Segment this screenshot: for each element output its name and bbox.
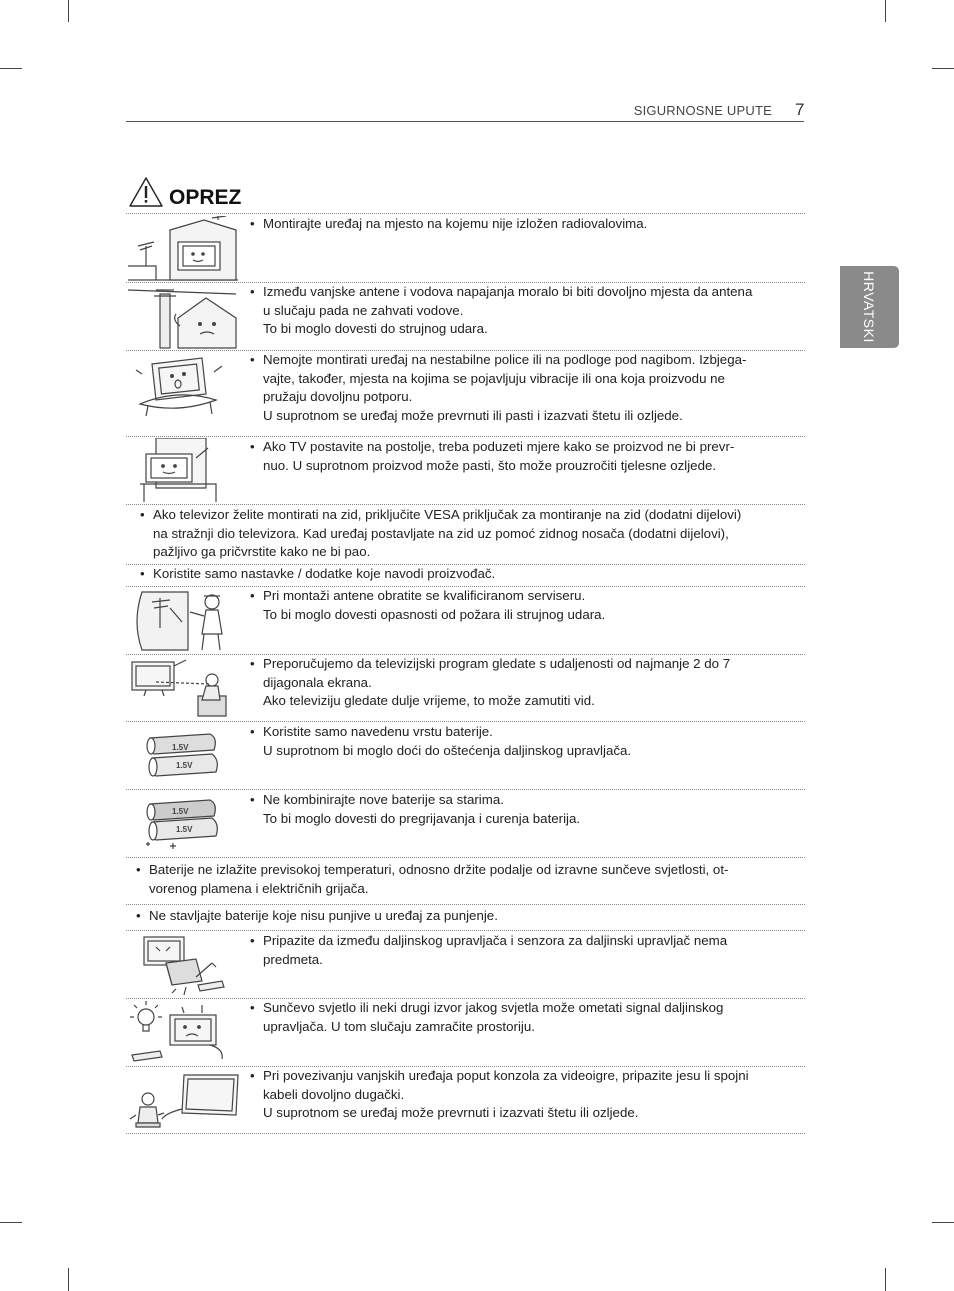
- separator: [126, 930, 805, 931]
- battery-label: 1.5V: [176, 761, 193, 770]
- item-text: Pri montaži antene obratite se kvalificiranom serviseru.: [263, 588, 586, 603]
- warning-triangle-icon: [128, 176, 164, 208]
- bullet: •: [136, 862, 141, 877]
- bullet: •: [140, 566, 145, 581]
- battery-label: 1.5V: [172, 807, 189, 816]
- tv-unstable-shelf-icon: [126, 352, 241, 418]
- bullet: •: [250, 284, 255, 299]
- bullet: •: [250, 724, 255, 739]
- batteries-icon: [126, 724, 241, 790]
- item-text: Ako televizor želite montirati na zid, priključite VESA priključak za montiranje na zid (dodatni dijelovi): [153, 507, 742, 522]
- list-item: [250, 1067, 749, 1123]
- item-text: U suprotnom se uređaj može prevrnuti ili pasti i izazvati štetu ili ozljede.: [263, 407, 683, 423]
- item-text: Pripazite da između daljinskog upravljača i senzora za daljinski upravljač nema: [263, 933, 728, 948]
- crop-mark: [0, 1222, 22, 1223]
- item-text: dijagonala ekrana.: [263, 674, 372, 690]
- item-text: Ako TV postavite na postolje, treba poduzeti mjere kako se proizvod ne bi prevr-: [263, 439, 735, 454]
- item-text: Koristite samo nastavke / dodatke koje navodi proizvođač.: [153, 566, 496, 581]
- antenna-pole-house-icon: [126, 284, 241, 350]
- list-item: [250, 438, 734, 475]
- item-text: Preporučujemo da televizijski program gledate s udaljenosti od najmanje 2 do 7: [263, 656, 731, 671]
- bullet: •: [250, 352, 255, 367]
- item-text: upravljača. U tom slučaju zamračite prostoriju.: [263, 1018, 535, 1034]
- batteries-mixed-icon: [126, 792, 241, 858]
- item-text: pružaju dovoljnu potporu.: [263, 389, 413, 405]
- item-text: pažljivo ga pričvrstite kako ne bi pao.: [153, 544, 371, 560]
- item-text: Ne stavljajte baterije koje nisu punjive u uređaj za punjenje.: [149, 908, 498, 923]
- language-tab-label: HRVATSKI: [861, 271, 877, 343]
- crop-mark: [68, 0, 69, 22]
- tv-house-antenna-icon: [126, 216, 241, 282]
- battery-label: 1.5V: [176, 825, 193, 834]
- list-item: [250, 215, 647, 234]
- item-text: kabeli dovoljno dugački.: [263, 1086, 405, 1102]
- item-text: Koristite samo navedenu vrstu baterije.: [263, 724, 493, 739]
- item-text: na stražnji dio televizora. Kad uređaj postavljate na zid uz pomoć zidnog nosača (dodatni dijelovi),: [153, 525, 729, 541]
- list-item: [250, 999, 723, 1036]
- item-text: nuo. U suprotnom proizvod može pasti, što može prouzročiti tjelesne ozljede.: [263, 457, 717, 473]
- list-item: [250, 283, 752, 339]
- list-item: [250, 723, 631, 760]
- item-text: Pri povezivanju vanjskih uređaja poput konzola za videoigre, pripazite jesu li spojni: [263, 1068, 749, 1083]
- bullet: •: [250, 933, 255, 948]
- list-item: [250, 351, 746, 425]
- list-item: [250, 791, 580, 828]
- page-title: OPREZ: [169, 186, 242, 209]
- item-text: Ne kombinirajte nove baterije sa starima.: [263, 792, 504, 807]
- language-tab: [840, 266, 899, 348]
- technician-antenna-icon: [126, 588, 241, 654]
- crop-mark: [0, 68, 22, 69]
- crop-mark: [932, 1222, 954, 1223]
- bullet: •: [250, 216, 255, 231]
- separator: [126, 904, 805, 905]
- list-item: [140, 506, 741, 562]
- item-text: Baterije ne izlažite previsokoj temperaturi, odnosno držite podalje od izravne sunčeve svjetlosti, ot-: [149, 862, 729, 877]
- item-text: Između vanjske antene i vodova napajanja moralo bi biti dovoljno mjesta da antena: [263, 284, 753, 299]
- item-text: Ako televiziju gledate dulje vrijeme, to može zamutiti vid.: [263, 693, 595, 709]
- crop-mark: [885, 1268, 886, 1291]
- item-text: U suprotnom se uređaj može prevrnuti i izazvati štetu ili ozljede.: [263, 1105, 639, 1121]
- bullet: •: [140, 507, 145, 522]
- list-item: [250, 932, 727, 969]
- bullet: •: [250, 656, 255, 671]
- list-item: [250, 655, 730, 711]
- header-rule: [126, 121, 804, 122]
- bright-light-remote-icon: [126, 1001, 241, 1067]
- item-text: To bi moglo dovesti do pregrijavanja i curenja baterija.: [263, 810, 581, 826]
- list-item: [250, 587, 605, 624]
- crop-mark: [68, 1268, 69, 1291]
- item-text: Sunčevo svjetlo ili neki drugi izvor jakog svjetla može ometati signal daljinskog: [263, 1000, 724, 1015]
- item-text: vorenog plamena i električnih grijača.: [149, 880, 369, 896]
- item-text: Nemojte montirati uređaj na nestabilne police ili na podloge pod nagibom. Izbjega-: [263, 352, 747, 367]
- separator: [126, 436, 805, 437]
- section-header: SIGURNOSNE UPUTE: [633, 103, 772, 118]
- console-cable-icon: [126, 1069, 241, 1135]
- list-item: [136, 907, 498, 926]
- viewing-distance-icon: [126, 656, 241, 722]
- item-text: vajte, također, mjesta na kojima se pojavljuju vibracije ili ona koja proizvodu ne: [263, 370, 725, 386]
- tv-on-stand-icon: [126, 438, 241, 504]
- bullet: •: [250, 439, 255, 454]
- item-text: Montirajte uređaj na mjesto na kojemu nije izložen radiovalovima.: [263, 216, 648, 231]
- item-text: predmeta.: [263, 951, 323, 967]
- separator: [126, 504, 805, 505]
- list-item: [136, 861, 728, 898]
- bullet: •: [250, 1000, 255, 1015]
- bullet: •: [250, 588, 255, 603]
- bullet: •: [136, 908, 141, 923]
- item-text: To bi moglo dovesti opasnosti od požara ili strujnog udara.: [263, 606, 606, 622]
- list-item: [140, 565, 495, 584]
- crop-mark: [885, 0, 886, 22]
- bullet: •: [250, 792, 255, 807]
- item-text: To bi moglo dovesti do strujnog udara.: [263, 321, 488, 337]
- remote-obstacle-icon: [126, 933, 241, 999]
- battery-label: 1.5V: [172, 743, 189, 752]
- crop-mark: [932, 68, 954, 69]
- bullet: •: [250, 1068, 255, 1083]
- separator: [126, 213, 805, 214]
- page-number: 7: [795, 100, 805, 119]
- item-text: U suprotnom bi moglo doći do oštećenja daljinskog upravljača.: [263, 742, 632, 758]
- item-text: u slučaju pada ne zahvati vodove.: [263, 302, 464, 318]
